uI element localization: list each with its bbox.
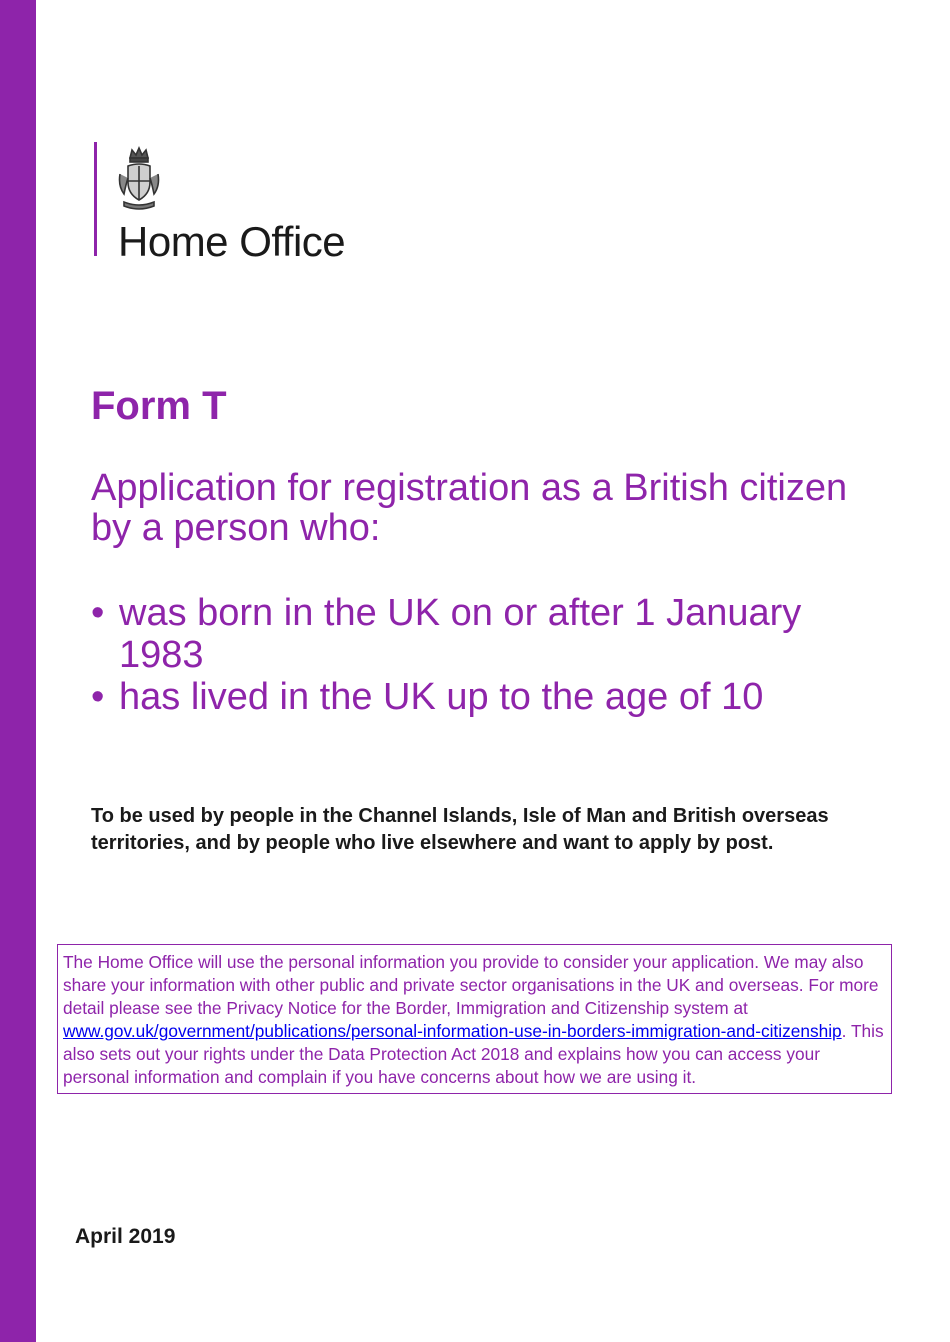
privacy-text-rights: . This also sets out your rights under the Data Protection Act 2018 and explains how you can access your personal information and complain if you have concerns about how we are using it. (63, 1021, 884, 1087)
royal-coat-of-arms-icon (116, 144, 162, 216)
privacy-notice-box (57, 944, 892, 1094)
privacy-text-intro: The Home Office will use the personal information you provide to consider your application. We may also share your information with other public and private sector organisations in the UK and overseas. For more detail please see the Privacy Notice for the Border, Immigration and Citizenship system at (63, 952, 879, 1018)
eligibility-criteria-list (91, 592, 891, 718)
publication-date: April 2019 (75, 1225, 176, 1248)
privacy-notice-link[interactable]: www.gov.uk/government/publications/personal-information-use-in-borders-immigration-and-citizenship (63, 1021, 842, 1041)
department-name: Home Office (118, 218, 346, 265)
form-title: Application for registration as a British citizen by a person who: (91, 467, 848, 549)
audience-note: To be used by people in the Channel Islands, Isle of Man and British overseas territories, and by people who live elsewhere and want to apply by post. (91, 805, 829, 854)
form-code: Form T (91, 384, 227, 428)
list-item: • was born in the UK on or after 1 January 1983 (91, 592, 891, 676)
home-office-logo (94, 142, 414, 265)
side-accent-bar (0, 0, 36, 1342)
list-item: • has lived in the UK up to the age of 10 (91, 676, 891, 718)
logo-divider (94, 142, 97, 256)
